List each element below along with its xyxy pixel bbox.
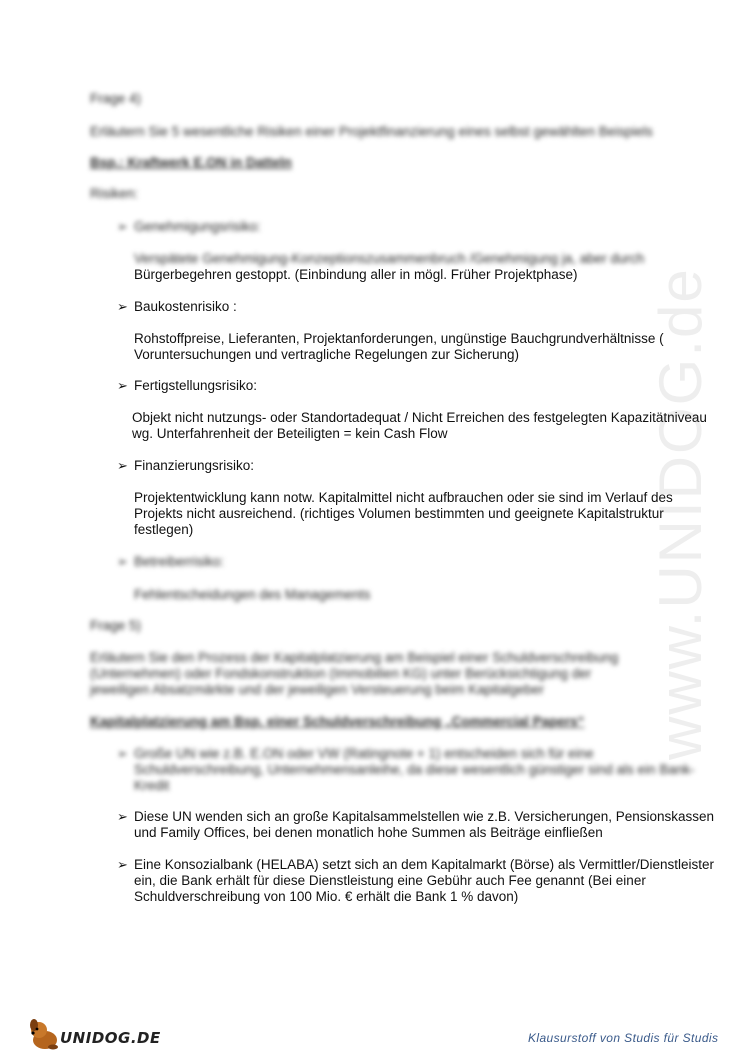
risk-line: Projektentwicklung kann notw. Kapitalmittel nicht aufbrauchen oder sie sind im Verlauf des (134, 490, 673, 505)
bullet-arrow-icon: ➢ (117, 809, 128, 824)
risk-line: Projekts nicht ausreichend. (richtiges Volumen bestimmten und geeignete Kapitalstruktur (134, 506, 664, 521)
bullet-arrow-icon: ➢ (117, 554, 128, 569)
bullet-arrow-icon: ➢ (117, 746, 128, 761)
bullet-arrow-icon: ➢ (117, 458, 128, 473)
question-5-text: jeweiligen Absatzmärkte und der jeweiligen Versteuerung beim Kapitalgeber (90, 682, 545, 697)
question-4-label: Frage 4) (90, 91, 142, 106)
bullet-arrow-icon: ➢ (117, 219, 128, 234)
risk-line: Bürgerbegehren gestoppt. (Einbindung aller in mögl. Früher Projektphase) (134, 267, 578, 282)
footer-tagline: Klausurstoff von Studis für Studis (528, 1031, 719, 1045)
watermark-text: www.UNIDOG.de (647, 267, 714, 760)
risk-title: Baukostenrisiko : (134, 299, 237, 314)
question-5-text: Erläutern Sie den Prozess der Kapitalplatzierung am Beispiel einer Schuldverschreibung (90, 650, 619, 665)
bullet-line: Schuldverschreibung, Unternehmensanleihe, da diese wesentlich günstiger sind als ein Bank- (134, 762, 695, 777)
risk-title: Betreiberrisiko: (134, 554, 225, 569)
bullet-line: ein, die Bank erhält für diese Dienstleistung eine Gebühr auch Fee genannt (Bei einer (134, 873, 646, 888)
question-4-text: Erläutern Sie 5 wesentliche Risiken einer Projektfinanzierung eines selbst gewählten Beispiels (90, 124, 653, 139)
risk-line: Voruntersuchungen und vertragliche Regelungen zur Sicherung) (134, 347, 520, 362)
bullet-arrow-icon: ➢ (117, 857, 128, 872)
bullet-line: und Family Offices, bei denen monatlich hohe Summen als Beiträge einfließen (134, 825, 603, 840)
risk-line: Fehlentscheidungen des Managements (134, 587, 371, 602)
risk-blurred-line: Verspätete Genehmigung-Konzeptionszusammenbruch /Genehmigung ja, aber durch (134, 251, 645, 266)
bullet-line: Schuldverschreibung von 100 Mio. € erhält die Bank 1 % davon) (134, 889, 519, 904)
bullet-arrow-icon: ➢ (117, 378, 128, 393)
bullet-line: Eine Konsozialbank (HELABA) setzt sich an dem Kapitalmarkt (Börse) als Vermittler/Dienstleister (134, 857, 714, 872)
example-heading: Bsp.: Kraftwerk E.ON in Datteln (90, 155, 292, 170)
risk-line: Rohstoffpreise, Lieferanten, Projektanforderungen, ungünstige Bauchgrundverhältnisse ( (134, 331, 664, 346)
bullet-arrow-icon: ➢ (117, 299, 128, 314)
risk-title: Genehmigungsrisiko: (134, 219, 261, 234)
bullet-line: Große UN wie z.B. E.ON oder VW (Ratingnote + 1) entscheiden sich für eine (134, 746, 594, 761)
section-heading: Kapitalplatzierung am Bsp. einer Schuldverschreibung „Commercial Papers“ (90, 714, 585, 729)
logo-text: UNIDOG.DE (60, 1029, 161, 1047)
risk-title: Fertigstellungsrisiko: (134, 378, 258, 393)
risk-title: Finanzierungsrisiko: (134, 458, 255, 473)
bullet-line: Kredit (134, 778, 170, 793)
risk-line: Objekt nicht nutzungs- oder Standortadequat / Nicht Erreichen des festgelegten Kapazitätniveau (132, 410, 707, 425)
question-5-text: (Unternehmen) oder Fondskonstruktion (Immobilien KG) unter Berücksichtigung der (90, 666, 592, 681)
risks-label: Risiken: (90, 186, 139, 201)
bullet-line: Diese UN wenden sich an große Kapitalsammelstellen wie z.B. Versicherungen, Pensionskassen (134, 809, 715, 824)
risk-line: festlegen) (134, 522, 194, 537)
question-5-label: Frage 5) (90, 618, 142, 633)
risk-line: wg. Unterfahrenheit der Beteiligten = kein Cash Flow (132, 426, 448, 441)
